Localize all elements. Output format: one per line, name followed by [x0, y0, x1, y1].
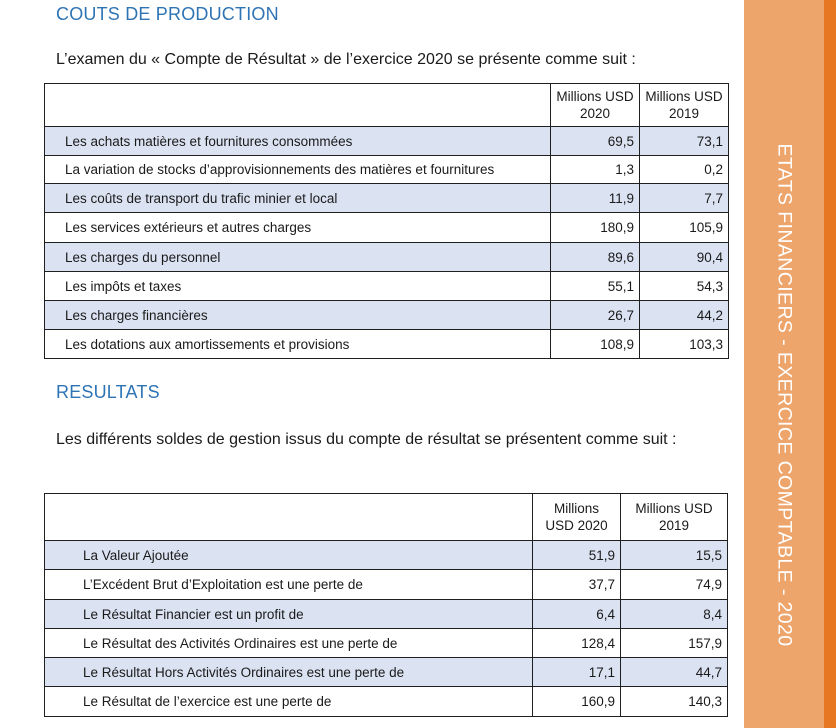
row-label: Les charges financières	[45, 301, 551, 330]
value-2020: 6,4	[533, 600, 621, 629]
table-row	[45, 687, 728, 717]
table-row	[45, 127, 729, 156]
table-header-row	[45, 84, 729, 127]
section-heading-resultats: RESULTATS	[56, 382, 160, 402]
value-2020: 89,6	[551, 243, 640, 272]
value-2019: 8,4	[621, 600, 728, 629]
row-label: Le Résultat de l’exercice est une perte de	[45, 687, 533, 717]
value-2019: 140,3	[621, 687, 728, 717]
value-2020: 108,9	[551, 330, 640, 359]
row-label: Les coûts de transport du trafic minier et local	[45, 184, 551, 213]
section-intro-resultats: Les différents soldes de gestion issus du compte de résultat se présentent comme suit :	[56, 431, 677, 448]
table-couts-production	[44, 83, 729, 359]
row-label: La variation de stocks d’approvisionnements des matières et fournitures	[45, 156, 551, 184]
table-resultats	[44, 493, 728, 717]
value-2020: 55,1	[551, 272, 640, 301]
value-2019: 90,4	[640, 243, 729, 272]
table-row	[45, 629, 728, 658]
value-2020: 1,3	[551, 156, 640, 184]
value-2019: 105,9	[640, 213, 729, 243]
value-2020: 69,5	[551, 127, 640, 156]
value-2020: 37,7	[533, 570, 621, 600]
table-row	[45, 243, 729, 272]
table-row	[45, 600, 728, 629]
row-label: L’Excédent Brut d’Exploitation est une perte de	[45, 570, 533, 600]
value-2019: 44,7	[621, 658, 728, 687]
col-header-2019: Millions USD 2019	[621, 494, 728, 541]
value-2020: 11,9	[551, 184, 640, 213]
value-2020: 128,4	[533, 629, 621, 658]
table-row	[45, 272, 729, 301]
table-row	[45, 658, 728, 687]
section-heading-couts: COUTS DE PRODUCTION	[56, 4, 279, 24]
row-label: Les impôts et taxes	[45, 272, 551, 301]
value-2019: 103,3	[640, 330, 729, 359]
col-header-2020: Millions USD 2020	[533, 494, 621, 541]
value-2019: 73,1	[640, 127, 729, 156]
value-2020: 180,9	[551, 213, 640, 243]
row-label: Les achats matières et fournitures consommées	[45, 127, 551, 156]
col-header-2019: Millions USD 2019	[640, 84, 729, 127]
table-row	[45, 184, 729, 213]
value-2020: 26,7	[551, 301, 640, 330]
section-intro-couts: L’examen du « Compte de Résultat » de l’exercice 2020 se présente comme suit :	[56, 51, 636, 68]
value-2020: 160,9	[533, 687, 621, 717]
value-2019: 44,2	[640, 301, 729, 330]
row-label: Les dotations aux amortissements et provisions	[45, 330, 551, 359]
value-2019: 0,2	[640, 156, 729, 184]
col-header-2020: Millions USD 2020	[551, 84, 640, 127]
table-row	[45, 156, 729, 184]
row-label: Les services extérieurs et autres charges	[45, 213, 551, 243]
row-label: Le Résultat Financier est un profit de	[45, 600, 533, 629]
value-2019: 157,9	[621, 629, 728, 658]
row-label: Le Résultat Hors Activités Ordinaires est une perte de	[45, 658, 533, 687]
table-row	[45, 570, 728, 600]
value-2019: 15,5	[621, 541, 728, 570]
value-2020: 51,9	[533, 541, 621, 570]
row-label: Le Résultat des Activités Ordinaires est une perte de	[45, 629, 533, 658]
table-row	[45, 541, 728, 570]
table-row	[45, 330, 729, 359]
side-banner-title: ETATS FINANCIERS - EXERCICE COMPTABLE - 2020	[773, 143, 796, 647]
row-label: La Valeur Ajoutée	[45, 541, 533, 570]
value-2019: 54,3	[640, 272, 729, 301]
table-row	[45, 213, 729, 243]
value-2019: 74,9	[621, 570, 728, 600]
table-header-blank	[45, 84, 551, 127]
table-header-blank	[45, 494, 533, 541]
value-2020: 17,1	[533, 658, 621, 687]
value-2019: 7,7	[640, 184, 729, 213]
side-banner-edge	[824, 0, 836, 728]
row-label: Les charges du personnel	[45, 243, 551, 272]
table-row	[45, 301, 729, 330]
table-header-row	[45, 494, 728, 541]
